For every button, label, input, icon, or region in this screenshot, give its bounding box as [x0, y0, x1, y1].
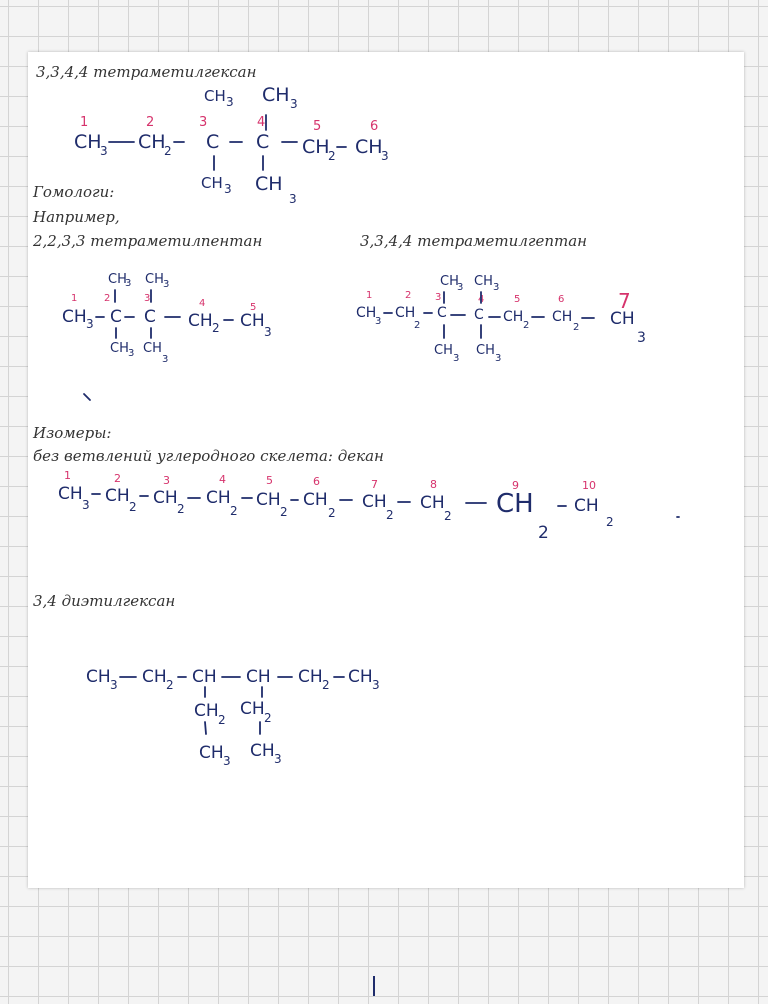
group-ch: CH	[255, 173, 283, 195]
carbon-number: 8	[430, 478, 437, 491]
homologs-heading: Гомологи:	[33, 183, 115, 201]
carbon-number: 1	[80, 115, 89, 130]
homolog-1-name: 2,2,3,3 тетраметилпентан	[33, 232, 263, 250]
group-ch: CH	[552, 309, 573, 325]
group-ch: CH	[105, 486, 130, 506]
carbon-number: 4	[257, 115, 266, 130]
group-ch: CH	[574, 496, 599, 516]
subscript: 2	[230, 504, 238, 518]
subscript: 2	[164, 144, 172, 158]
carbon-number: 4	[199, 298, 206, 309]
group-ch: CH	[496, 489, 534, 519]
group-ch: CH	[153, 488, 178, 508]
example-label: Например,	[33, 208, 120, 226]
subscript: 3	[82, 498, 90, 512]
group-ch: CH	[503, 309, 524, 325]
group-c: C	[206, 131, 220, 153]
subscript: 3	[86, 317, 94, 331]
formula-tetramethylhexane	[74, 84, 389, 206]
carbon-number: 6	[313, 475, 320, 488]
isomers-note: без ветвлений углеродного скелета: декан	[33, 447, 384, 465]
subscript: 3	[375, 316, 382, 327]
group-c: C	[474, 307, 484, 323]
group-ch: CH	[138, 131, 166, 153]
subscript: 2	[386, 508, 394, 522]
group-ch: CH	[58, 484, 83, 504]
subscript: 3	[226, 95, 234, 109]
group-ch: CH	[199, 743, 224, 763]
carbon-number: 7	[618, 289, 631, 313]
stray-mark	[84, 394, 90, 400]
group-ch: CH	[240, 311, 265, 331]
carbon-number: 5	[266, 474, 273, 487]
group-ch: CH	[240, 699, 265, 719]
subscript: 2	[166, 678, 174, 692]
carbon-number: 1	[64, 469, 71, 482]
subscript: 2	[177, 502, 185, 516]
group-c: C	[256, 131, 270, 153]
subscript: 3	[128, 348, 135, 359]
subscript: 3	[125, 278, 132, 289]
group-ch: CH	[256, 490, 281, 510]
isomers-heading: Изомеры:	[33, 424, 112, 442]
carbon-number: 5	[250, 302, 257, 313]
formula-diethylhexane	[86, 667, 380, 768]
group-ch: CH	[192, 667, 217, 687]
group-ch: CH	[302, 136, 330, 158]
carbon-number: 5	[514, 294, 521, 305]
group-c: C	[110, 307, 122, 327]
formula-decane	[58, 469, 614, 543]
group-ch: CH	[356, 305, 377, 321]
subscript: 3	[381, 149, 389, 163]
carbon-number: 4	[219, 473, 226, 486]
group-ch: CH	[201, 174, 223, 192]
subscript: 2	[212, 321, 220, 335]
group-ch: CH	[194, 701, 219, 721]
group-ch: CH	[108, 272, 127, 287]
subscript: 2	[328, 506, 336, 520]
group-ch: CH	[143, 341, 162, 356]
subscript: 3	[372, 678, 380, 692]
group-ch: CH	[362, 492, 387, 512]
subscript: 2	[523, 320, 530, 331]
subscript: 2	[606, 515, 614, 529]
subscript: 3	[493, 282, 500, 293]
subscript: 2	[328, 149, 336, 163]
group-ch: CH	[440, 274, 459, 289]
group-ch: CH	[250, 741, 275, 761]
carbon-number: 2	[114, 472, 121, 485]
subscript: 2	[129, 500, 137, 514]
carbon-number: 5	[313, 119, 322, 134]
subscript: 3	[162, 354, 169, 365]
group-ch: CH	[610, 309, 635, 329]
subscript: 3	[289, 192, 297, 206]
subscript: 3	[264, 325, 272, 339]
subscript: 3	[290, 97, 298, 111]
subscript: 3	[637, 330, 646, 346]
carbon-number: 2	[104, 293, 111, 304]
subscript: 3	[110, 678, 118, 692]
carbon-number: 3	[163, 474, 170, 487]
subscript: 3	[223, 754, 231, 768]
group-ch: CH	[474, 274, 493, 289]
subscript: 2	[414, 320, 421, 331]
group-ch: CH	[246, 667, 271, 687]
group-ch: CH	[434, 343, 453, 358]
group-ch: CH	[476, 343, 495, 358]
subscript: 2	[444, 509, 452, 523]
group-ch: CH	[86, 667, 111, 687]
group-ch: CH	[206, 488, 231, 508]
group-c: C	[437, 305, 447, 321]
carbon-number: 10	[582, 479, 596, 492]
carbon-number: 6	[558, 294, 565, 305]
group-ch: CH	[204, 87, 226, 105]
group-ch: CH	[348, 667, 373, 687]
carbon-number: 2	[405, 290, 412, 301]
subscript: 2	[538, 523, 549, 543]
carbon-number: 4	[478, 294, 485, 305]
carbon-number: 1	[71, 293, 78, 304]
subscript: 3	[100, 144, 108, 158]
compound-title: 3,3,4,4 тетраметилгексан	[36, 63, 257, 81]
pen-mark	[373, 976, 375, 996]
subscript: 2	[280, 505, 288, 519]
isomer-2-name: 3,4 диэтилгексан	[33, 592, 176, 610]
subscript: 2	[573, 322, 580, 333]
group-ch: CH	[420, 493, 445, 513]
group-c: C	[144, 307, 156, 327]
group-ch: CH	[74, 131, 102, 153]
subscript: 2	[264, 711, 272, 725]
carbon-number: 3	[144, 293, 151, 304]
subscript: 3	[495, 353, 502, 364]
carbon-number: 6	[370, 119, 379, 134]
carbon-number: 7	[371, 478, 378, 491]
group-ch: CH	[262, 84, 290, 106]
subscript: 3	[457, 282, 464, 293]
group-ch: CH	[303, 490, 328, 510]
carbon-number: 3	[199, 115, 208, 130]
homolog-2-name: 3,3,4,4 тетраметилгептан	[360, 232, 588, 250]
subscript: 3	[453, 353, 460, 364]
subscript: 2	[218, 713, 226, 727]
subscript: 3	[224, 182, 232, 196]
group-ch: CH	[145, 272, 164, 287]
subscript: 3	[274, 752, 282, 766]
group-ch: CH	[395, 305, 416, 321]
carbon-number: 9	[512, 479, 519, 492]
group-ch: CH	[142, 667, 167, 687]
subscript: 3	[163, 279, 170, 290]
carbon-number: 1	[366, 290, 373, 301]
group-ch: CH	[188, 311, 213, 331]
group-ch: CH	[355, 136, 383, 158]
group-ch: CH	[298, 667, 323, 687]
carbon-number: 2	[146, 115, 155, 130]
formula-tetramethylheptane	[356, 274, 646, 364]
subscript: 2	[322, 678, 330, 692]
group-ch: CH	[110, 341, 129, 356]
formula-tetramethylpentane	[62, 272, 272, 365]
group-ch: CH	[62, 307, 87, 327]
carbon-number: 3	[435, 292, 442, 303]
